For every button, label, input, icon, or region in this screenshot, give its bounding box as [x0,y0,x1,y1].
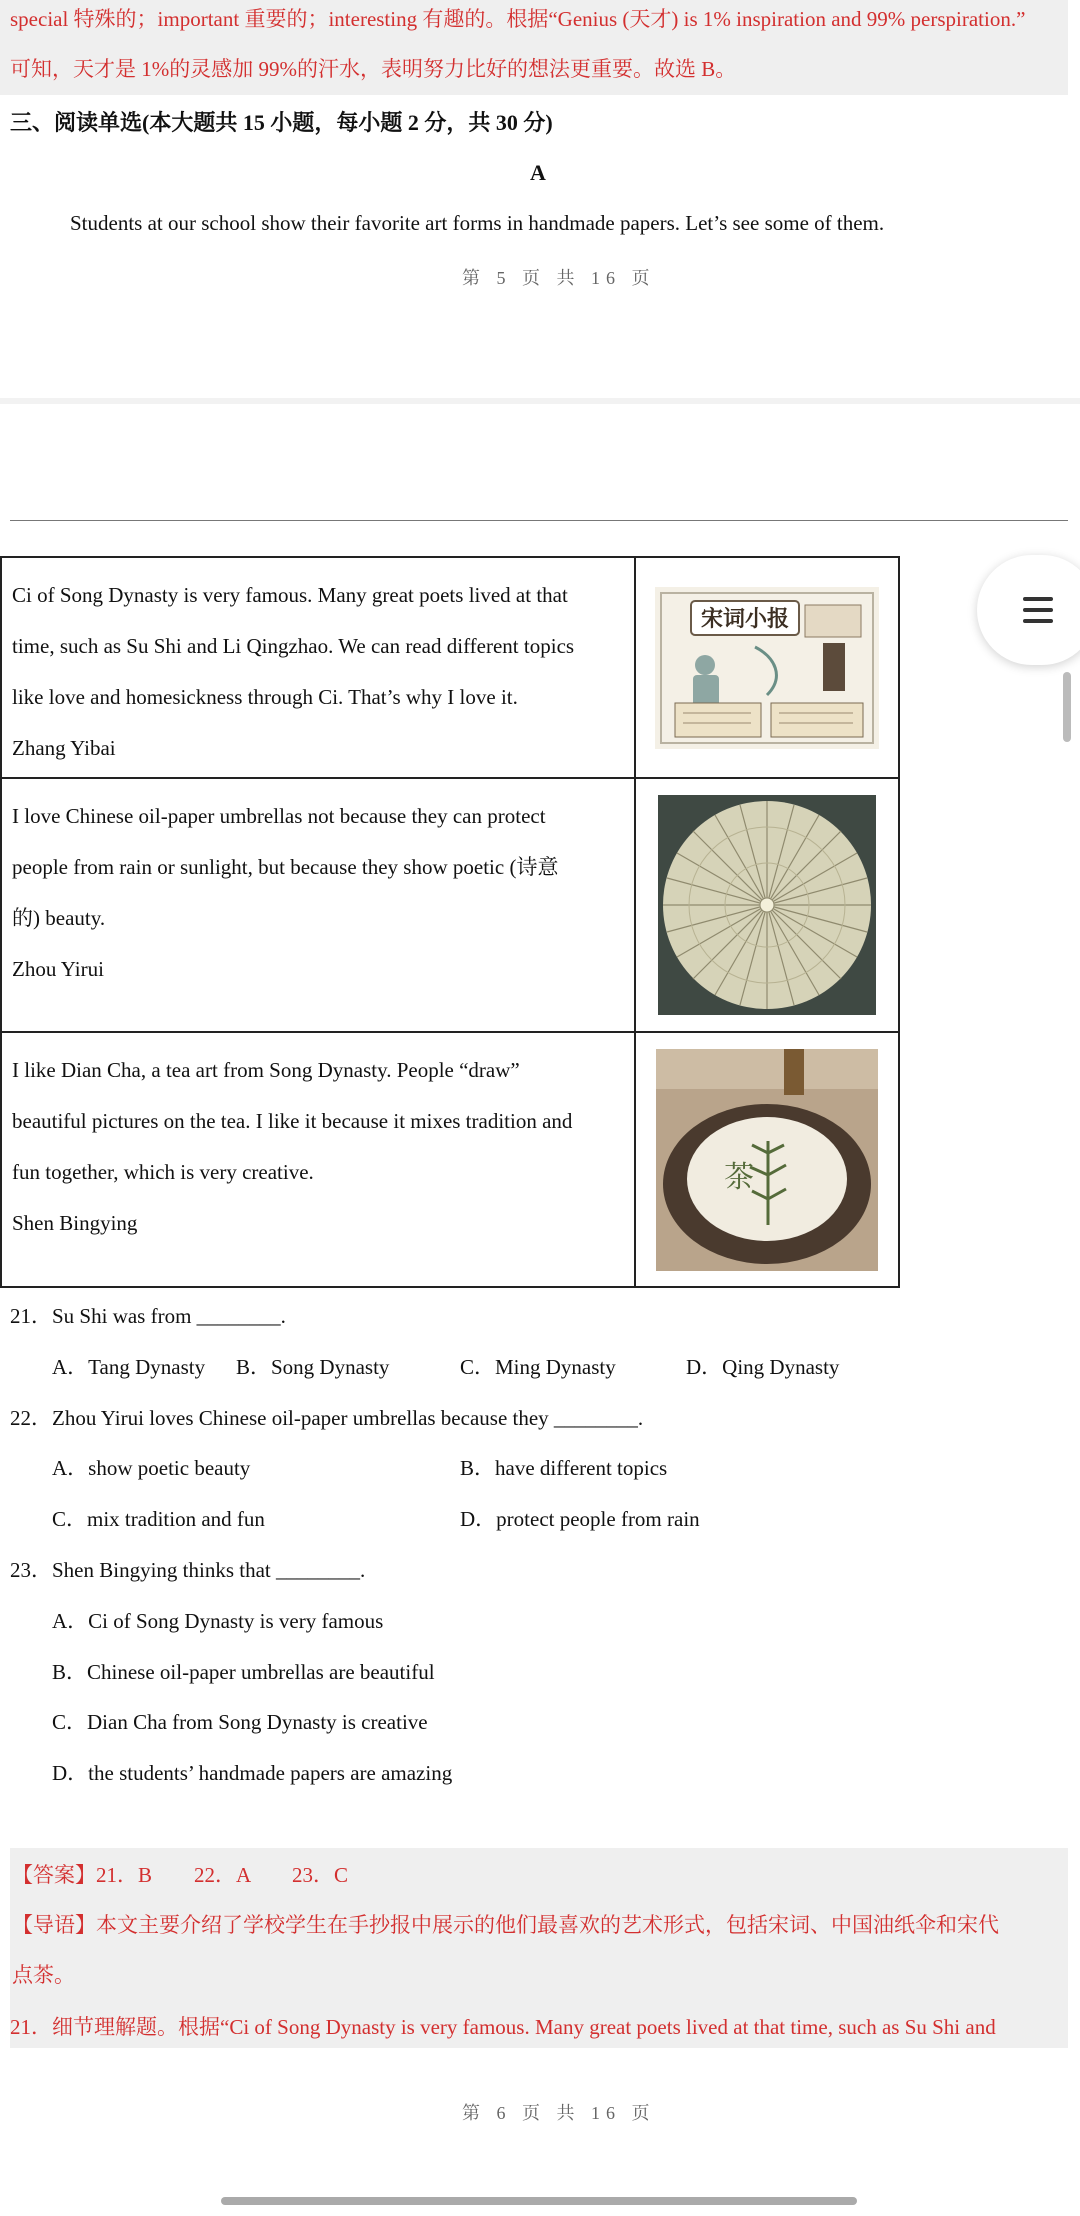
article-line: beautiful pictures on the tea. I like it because it mixes tradition and [12,1109,573,1133]
article-author: Zhang Yibai [12,736,116,760]
question-21-stem: 21．Su Shi was from ________. [10,1304,286,1328]
page-6-footer: 第 6 页 共 16 页 [462,2103,656,2123]
menu-icon [1023,619,1053,623]
article-image-cell [635,778,899,1032]
q21-option-c: C．Ming Dynasty [460,1355,616,1379]
guide-line-1: 【导语】本文主要介绍了学校学生在手抄报中展示的他们最喜欢的艺术形式，包括宋词、中国油纸伞和宋代 [12,1913,999,1937]
section-heading: 三、阅读单选(本大题共 15 小题，每小题 2 分，共 30 分) [10,110,553,135]
answer-key: 【答案】21．B 22．A 23．C [12,1863,349,1887]
article-line: time, such as Su Shi and Li Qingzhao. We can read different topics [12,634,575,658]
guide-line-2: 点茶。 [12,1963,75,1987]
menu-icon [1023,597,1053,601]
q23-option-a: A．Ci of Song Dynasty is very famous [52,1609,384,1633]
article-author: Shen Bingying [12,1211,138,1235]
q21-option-b: B．Song Dynasty [236,1355,390,1379]
article-author: Zhou Yirui [12,957,104,981]
tea-drawing-character: 茶 [724,1159,755,1195]
q23-option-b: B．Chinese oil-paper umbrellas are beautiful [52,1660,435,1684]
page-header-rule [10,520,1068,521]
explanation-21: 21．细节理解题。根据“Ci of Song Dynasty is very famous. Many great poets lived at that time, such as Su Shi and [10,2015,996,2039]
prev-answer-line-1: special 特殊的；important 重要的；interesting 有趣的。根据“Genius (天才) is 1% inspiration and 99% perspiration.” [10,7,1026,31]
q22-option-b: B．have different topics [460,1456,668,1480]
dian-cha-tea-image [656,1049,878,1271]
article-line: like love and homesickness through Ci. That’s why I love it. [12,685,518,709]
passage-letter: A [530,160,546,185]
scrollbar-thumb[interactable] [1063,672,1071,742]
menu-button[interactable] [977,555,1080,665]
article-row [1,1032,899,1287]
menu-icon [1023,608,1053,612]
newspaper-title: 宋词小报 [701,606,790,632]
article-line: I love Chinese oil-paper umbrellas not because they can protect [12,804,546,828]
article-line: people from rain or sunlight, but because they show poetic (诗意 [12,855,559,879]
article-row [1,778,899,1032]
page-gap [0,398,1080,404]
q22-option-a: A．show poetic beauty [52,1456,251,1480]
article-line: 的) beauty. [12,906,106,930]
page-5-footer: 第 5 页 共 16 页 [462,268,656,288]
q21-option-a: A．Tang Dynasty [52,1355,206,1379]
home-indicator[interactable] [221,2197,857,2205]
articles-table [0,556,900,1288]
q22-option-d: D．protect people from rain [460,1507,700,1531]
prev-answer-line-2: 可知，天才是 1%的灵感加 99%的汗水，表明努力比好的想法更重要。故选 B。 [10,57,737,81]
article-text [1,1032,635,1287]
passage-intro: Students at our school show their favorite art forms in handmade papers. Let’s see some of them. [70,211,885,235]
article-line: I like Dian Cha, a tea art from Song Dynasty. People “draw” [12,1058,520,1082]
article-line: Ci of Song Dynasty is very famous. Many great poets lived at that [12,583,568,607]
q22-option-c: C．mix tradition and fun [52,1507,265,1531]
article-text [1,778,635,1032]
article-row [1,557,899,778]
article-image-cell [635,557,899,778]
song-ci-newspaper-image [655,587,879,749]
article-line: fun together, which is very creative. [12,1160,314,1184]
q23-option-d: D．the students’ handmade papers are amazing [52,1761,453,1785]
article-text [1,557,635,778]
oil-paper-umbrella-image [658,795,876,1015]
question-23-stem: 23．Shen Bingying thinks that ________. [10,1558,366,1582]
q23-option-c: C．Dian Cha from Song Dynasty is creative [52,1710,428,1734]
question-22-stem: 22．Zhou Yirui loves Chinese oil-paper umbrellas because they ________. [10,1406,644,1430]
q21-option-d: D．Qing Dynasty [686,1355,840,1379]
article-image-cell [635,1032,899,1287]
